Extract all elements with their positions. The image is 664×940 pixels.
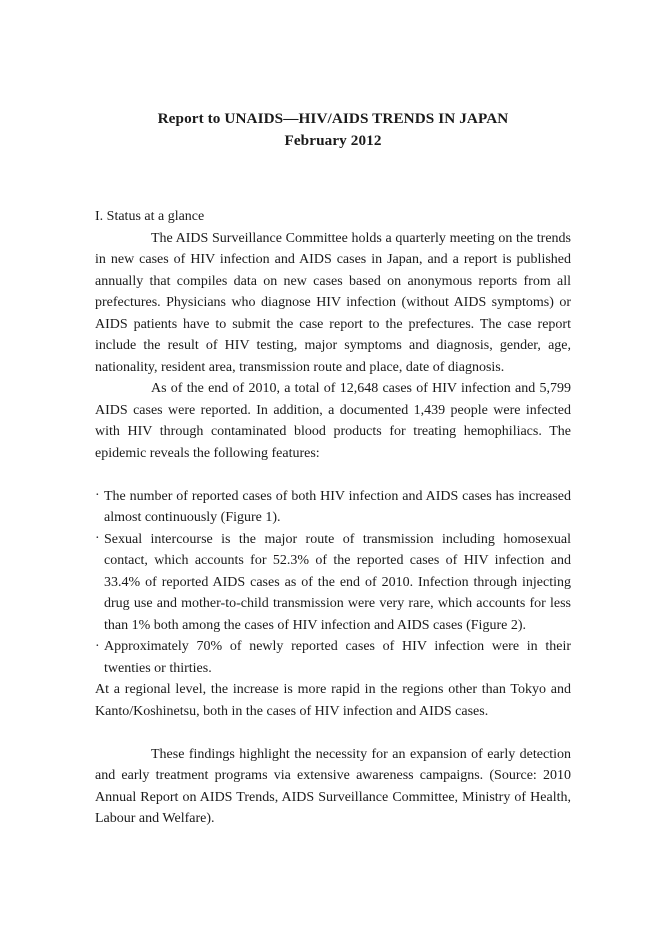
document-title [95, 108, 571, 152]
title-line-date: February 2012 [284, 132, 382, 149]
paragraph-surveillance-committee: The AIDS Surveillance Committee holds a quarterly meeting on the trends in new cases of HIV infection and AIDS cases in Japan, and a report is published annually that compiles data on new cases based on anonymous reports from all prefectures. Physicians who diagnose HIV infection (without AIDS symptoms) or AIDS patients have to submit the case report to the prefectures. The case report include the result of HIV testing, major symptoms and diagnosis, gender, age, nationality, resident area, transmission route and place, date of diagnosis. [95, 230, 571, 375]
bullet-marker-icon: · [95, 488, 100, 503]
section-heading-status-at-a-glance: I. Status at a glance [95, 209, 205, 224]
list-item-label: At a regional level, the increase is more rapid in the regions other than Tokyo and Kanto/Koshinetsu, both in the cases of HIV infection and AIDS cases. [95, 682, 571, 719]
list-top-spacer [95, 464, 571, 486]
list-item [95, 486, 571, 529]
list-item-label: The number of reported cases of both HIV infection and AIDS cases has increased almost continuously (Figure 1). [104, 488, 571, 525]
epidemic-features-list [95, 486, 571, 723]
title-line-primary: Report to UNAIDS—HIV/AIDS TRENDS IN JAPAN [157, 110, 509, 127]
bullet-marker-icon: · [95, 638, 100, 654]
list-item [95, 636, 571, 679]
list-item [95, 529, 571, 637]
paragraph-findings-and-source: These findings highlight the necessity for an expansion of early detection and early treatment programs via extensive awareness campaigns. (Source: 2010 Annual Report on AIDS Trends, AIDS Surveillance Committee, Ministry of Health, Labour and Welfare). [95, 746, 571, 826]
list-item-label: Approximately 70% of newly reported cases of HIV infection were in their twenties or thirties. [104, 639, 571, 676]
document-content [95, 0, 571, 830]
closing-paragraph-spacer [95, 722, 571, 744]
list-item-label: Sexual intercourse is the major route of transmission including homosexual contact, which accounts for 52.3% of the reported cases of HIV infection and 33.4% of reported AIDS cases as of the end of 2010. Infection through injecting drug use and mother-to-child transmission were very rare, which accounts for less than 1% both among the cases of HIV infection and AIDS cases (Figure 2). [104, 531, 571, 633]
paragraph-case-totals: As of the end of 2010, a total of 12,648 cases of HIV infection and 5,799 AIDS cases were reported. In addition, a documented 1,439 people were infected with HIV through contaminated blood products for treating hemophiliacs. The epidemic reveals the following features: [95, 381, 571, 461]
list-item [95, 679, 571, 722]
bullet-marker-icon: · [95, 531, 100, 546]
